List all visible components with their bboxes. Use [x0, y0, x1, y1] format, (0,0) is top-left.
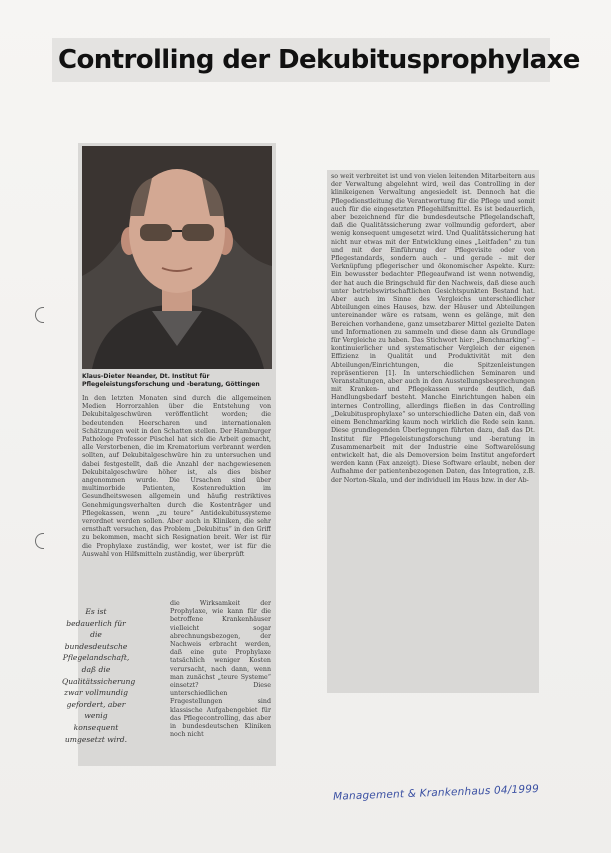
article-body-left: In den letzten Monaten sind durch die allgemeinen Medien Horrorzahlen über die Entstehung von Dekubitalgeschwüren veröffentlicht worden; die bedeutenden Heerscharen und internationalen Schätzungen weit in den Schatten stellen. Der Hamburger Pathologe Professor Püschel hat sich die Arbeit gemacht, alle Verstorbenen, die im Krematorium verbrannt werden sollten, auf Dekubitalgeschwüre hin zu untersuchen und dabei festgestellt, daß die Anzahl der nachgewiesenen Dekubitalgeschwüre höher ist, als dies bisher angenommen wurde. Die Ursachen sind über multimorbide Patienten, Kostenreduktion im Gesundheitswesen allgemein und häufig restriktives Genehmigungsverhalten durch die Kostenträger und Pflegekassen, wenn „zu teure“ Antidekubitussysteme verordnet werden sollen. Aber auch in Kliniken, die sehr ernsthaft versuchen, das Problem „Dekubitus“ in den Griff zu bekommen, macht sich Resignation breit. Wer ist für die Prophylaxe zuständig, wer kostet, wer ist für die Auswahl von Hilfsmitteln zuständig, wer überprüft — [82, 395, 271, 558]
author-photo — [82, 146, 272, 369]
punch-hole — [35, 533, 44, 549]
pull-quote: Es ist bedauerlich für die bundesdeutsche Pflegelandschaft, daß die Qualitätssicherung zwar vollmundig gefordert, aber wenig konsequent umgesetzt wird. — [62, 607, 136, 744]
author-portrait-illustration — [82, 146, 272, 369]
article-title: Controlling der Dekubitusprophylaxe — [58, 45, 580, 75]
handwritten-source-note: Management & Krankenhaus 04/1999 — [332, 782, 540, 803]
punch-hole — [35, 307, 44, 323]
right-column — [327, 170, 539, 693]
article-body-left-narrow: die Wirksamkeit der Prophylaxe, wie kann für die betroffene Krankenhäuser vielleicht sogar abrechnungsbezogen, der Nachweis erbracht werden, daß eine gute Prophylaxe tatsächlich weniger Kosten verursacht, nach dann, wenn man zunächst „teure Systeme“ einsetzt? Diese unterschiedlichen Fragestellungen sind klassische Aufgabengebiet für das Pflegecontrolling, das aber in bundesdeutschen Kliniken noch nicht — [170, 600, 271, 739]
title-strip — [52, 38, 580, 82]
photo-caption: Klaus-Dieter Neander, Dt. Institut für Pflegeleistungsforschung und -beratung, Göttingen — [82, 373, 260, 389]
article-body-right: so weit verbreitet ist und von vielen leitenden Mitarbeitern aus der Verwaltung abgelehnt wird, weil das Controlling in der klinikeigenen Verwaltung angesiedelt ist. Dennoch hat die Pflegedienstleitung die Verantwortung für die Pflege und somit auch für die eingesetzten Pflegehilfsmittel. Es ist bedauerlich, aber bezeichnend für die bundesdeutsche Pflegelandschaft, daß die Qualitätssicherung zwar vollmundig gefordert, aber wenig konsequent umgesetzt wird. Und Qualitätssicherung hat nicht nur etwas mit der Entwicklung eines „Leitfaden“ zu tun und mit der Einführung der Pflegevisite oder von Pflegestandards, sondern auch – und gerade – mit der Verknüpfung pflegerischer und ökonomischer Aspekte. Kurz: Ein bewusster bedachter Pflegeaufwand ist wenn notwendig, der hat auch die Bringschuld für den Nachweis, daß diese auch unter betriebswirtschaftlichen Gesichtspunkten Bestand hat. Aber auch im Sinne des Vergleichs unterschiedlicher Abteilungen eines Hauses, bzw. der Häuser und Abteilungen untereinander wäre es ratsam, wenn es gelänge, mit den Bereichen vorhandene, ganz umsetzbarer Mittel gezielte Daten und Informationen zu sammeln und diese dann als Grundlage für Vergleiche zu haben. Das Stichwort hier: „Benchmarking“ – kontinuierlicher und systematischer Vergleich der eigenen Effizienz in Qualität und Produktivität mit den Abteilungen/Einrichtungen, die Spitzenleistungen repräsentieren [1]. In unterschiedlichen Seminaren und Veranstaltungen, aber auch in den Ausstellungsbesprechungen mit Kranken- und Pflegekassen wurde deutlich, daß Handlungsbedarf besteht. Manche Einrichtungen haben ein internes Controlling, allerdings fließen in das Controlling „Dekubitusprophylaxe“ so unterschiedliche Daten ein, daß von einem Benchmarking kaum noch wirklich die Rede sein kann. Diese grundlegenden Überlegungen führten dazu, daß das Dt. Institut für Pflegeleistungsforschung und -beratung in Zusammenarbeit mit der Industrie eine Softwarelösung entwickelt hat, die als Demoversion beim Institut angefordert werden kann (Fax anzeigt). Diese Software erlaubt, neben der Aufnahme der patientenbezogenen Daten, das Integration, z.B. der Norton-Skala, und der individuell im Haus bzw. in der Ab- — [331, 173, 535, 484]
